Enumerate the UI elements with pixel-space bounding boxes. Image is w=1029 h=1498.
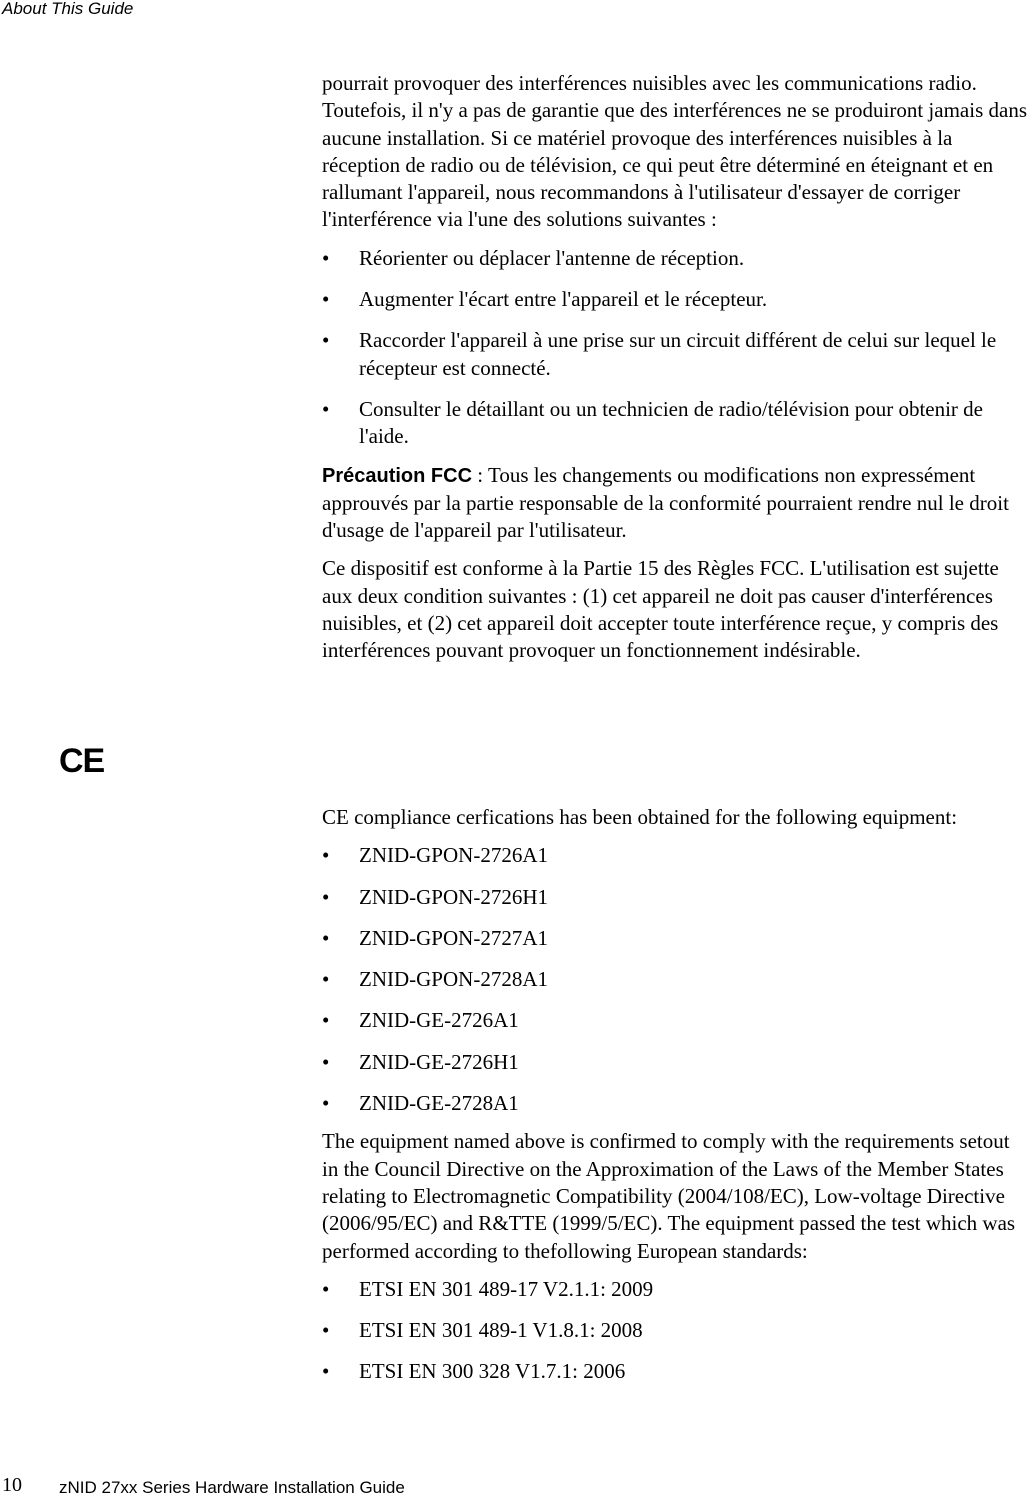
list-item-text: ZNID-GE-2728A1 bbox=[359, 1091, 519, 1116]
list-item bbox=[322, 1090, 1028, 1117]
fcc-caution-label: Précaution FCC bbox=[322, 464, 473, 487]
ce-equipment-list bbox=[322, 842, 1028, 1117]
bullet-icon: • bbox=[322, 1091, 330, 1116]
list-item bbox=[322, 1276, 1028, 1303]
list-item bbox=[322, 884, 1028, 911]
list-item bbox=[322, 245, 1028, 272]
list-item-text: ZNID-GPON-2726H1 bbox=[359, 884, 548, 909]
bullet-icon: • bbox=[322, 328, 330, 353]
list-item bbox=[322, 1317, 1028, 1344]
list-item-text: ETSI EN 301 489-17 V2.1.1: 2009 bbox=[359, 1276, 654, 1301]
list-item-text: ETSI EN 301 489-1 V1.8.1: 2008 bbox=[359, 1318, 643, 1343]
bullet-icon: • bbox=[322, 1008, 330, 1033]
list-item-text: Réorienter ou déplacer l'antenne de réception. bbox=[359, 245, 745, 270]
bullet-icon: • bbox=[322, 884, 330, 909]
bullet-icon: • bbox=[322, 396, 330, 421]
bullet-icon: • bbox=[322, 1049, 330, 1074]
ce-section-heading: CE bbox=[59, 742, 105, 780]
ce-compliance-paragraph: The equipment named above is confirmed to comply with the requirements setout in the Council Directive on the Approximation of the Laws of the Member States relating to Electromagnetic Compatibility (2004/108/EC), Low-voltage Directive (2006/95/EC) and R&TTE (1999/5/EC). The equipment passed the test which was performed according to thefollowing European standards: bbox=[322, 1129, 1016, 1263]
bullet-icon: • bbox=[322, 1359, 330, 1384]
fcc-intro-paragraph: pourrait provoquer des interférences nuisibles avec les communications radio. Toutefois, il n'y a pas de garantie que des interférences ne se produiront jamais dans aucune installation. Si ce matériel provoque des interférences nuisibles à la réception de radio ou de télévision, ce qui peut être déterminé en éteignant et en rallumant l'appareil, nous recommandons à l'utilisateur d'essayer de corriger l'interférence via l'une des solutions suivantes : bbox=[322, 71, 1027, 232]
bullet-icon: • bbox=[322, 287, 330, 312]
list-item-text: ZNID-GE-2726H1 bbox=[359, 1049, 519, 1074]
list-item-text: ZNID-GE-2726A1 bbox=[359, 1008, 519, 1033]
list-item bbox=[322, 286, 1028, 313]
list-item-text: Consulter le détaillant ou un technicien de radio/télévision pour obtenir de l'aide. bbox=[359, 396, 983, 449]
bullet-icon: • bbox=[322, 1276, 330, 1301]
list-item-text: Raccorder l'appareil à une prise sur un circuit différent de celui sur lequel le récepteur est connecté. bbox=[359, 328, 997, 380]
ce-section bbox=[322, 804, 1028, 1397]
page-number: 10 bbox=[2, 1474, 22, 1496]
list-item-text: ETSI EN 300 328 V1.7.1: 2006 bbox=[359, 1359, 626, 1384]
list-item bbox=[322, 1049, 1028, 1076]
list-item bbox=[322, 396, 1028, 451]
list-item bbox=[322, 966, 1028, 993]
bullet-icon: • bbox=[322, 245, 330, 270]
bullet-icon: • bbox=[322, 925, 330, 950]
list-item bbox=[322, 925, 1028, 952]
list-item bbox=[322, 1358, 1028, 1385]
list-item-text: ZNID-GPON-2726A1 bbox=[359, 843, 548, 868]
running-header: About This Guide bbox=[2, 0, 134, 18]
footer-document-title: zNID 27xx Series Hardware Installation Guide bbox=[59, 1478, 405, 1497]
bullet-icon: • bbox=[322, 843, 330, 868]
list-item bbox=[322, 1007, 1028, 1034]
list-item-text: Augmenter l'écart entre l'appareil et le récepteur. bbox=[359, 287, 768, 312]
fcc-remedy-list bbox=[322, 245, 1028, 451]
list-item bbox=[322, 327, 1028, 382]
ce-standards-list bbox=[322, 1276, 1028, 1386]
fcc-part15-paragraph: Ce dispositif est conforme à la Partie 15 des Règles FCC. L'utilisation est sujette aux deux condition suivantes : (1) cet appareil ne doit pas causer d'interférences nuisibles, et (2) cet appareil doit accepter toute interférence reçue, y compris des interférences pouvant provoquer un fonctionnement indésirable. bbox=[322, 556, 999, 663]
ce-intro-paragraph: CE compliance cerfications has been obtained for the following equipment: bbox=[322, 805, 958, 829]
bullet-icon: • bbox=[322, 1318, 330, 1343]
fcc-caution-paragraph bbox=[322, 462, 1028, 545]
bullet-icon: • bbox=[322, 967, 330, 992]
list-item bbox=[322, 842, 1028, 869]
list-item-text: ZNID-GPON-2727A1 bbox=[359, 925, 548, 950]
fcc-caution-text: : Tous les changements ou modifications non expressément approuvés par la partie responsable de la conformité pourraient rendre nul le droit d'usage de l'appareil par l'utilisateur. bbox=[322, 462, 1009, 543]
list-item-text: ZNID-GPON-2728A1 bbox=[359, 967, 548, 992]
fcc-french-section bbox=[322, 70, 1028, 676]
